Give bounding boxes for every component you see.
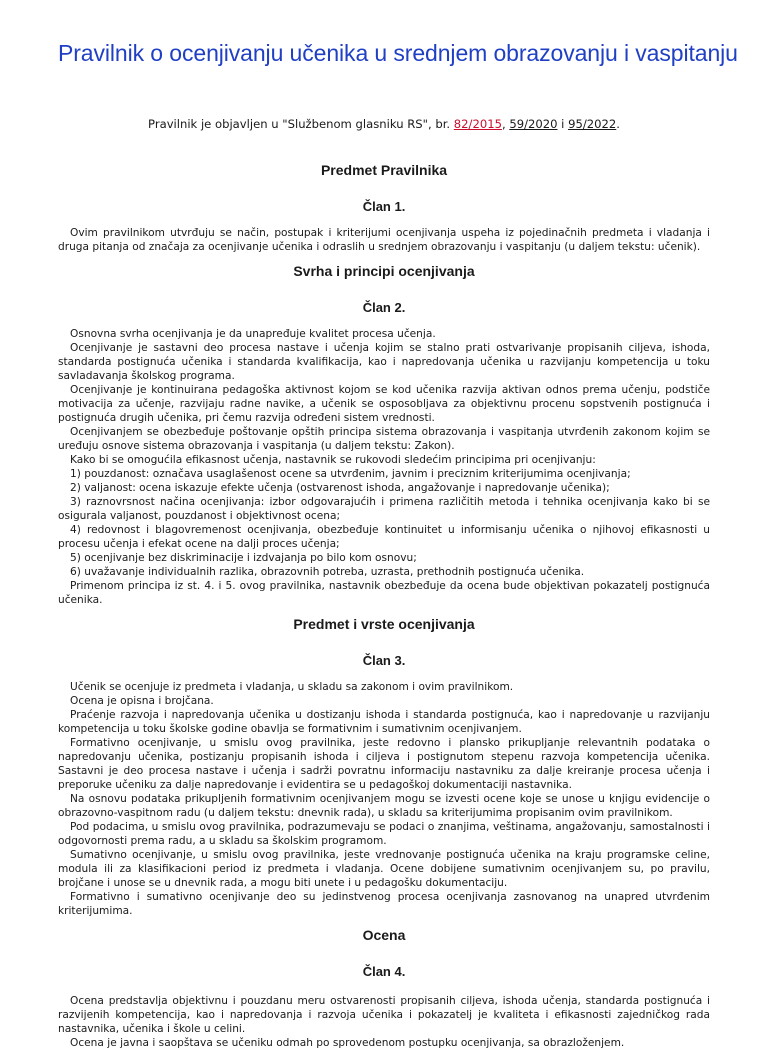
section-heading: Predmet i vrste ocenjivanja bbox=[293, 616, 475, 632]
document-page bbox=[58, 40, 738, 1050]
article-body bbox=[58, 327, 710, 607]
section-heading: Ocena bbox=[362, 927, 406, 943]
publication-note bbox=[58, 117, 710, 131]
paragraph: Ocenjivanje je kontinuirana pedagoška aktivnost kojom se kod učenika razvija aktivan odnos prema učenju, podstiče motivacija za učenje, razvijaju radne navike, a učenik se osposobljava za objektivnu procenu sopstvenih postignuća i postignuća drugih učenika, pri čemu razvija određeni sistem vrednosti. bbox=[58, 384, 710, 424]
paragraph: Učenik se ocenjuje iz predmeta i vladanja, u skladu sa zakonom i ovim pravilnikom. bbox=[70, 681, 514, 693]
article-number: Član 4. bbox=[362, 964, 406, 979]
paragraph: Ocena predstavlja objektivnu i pouzdanu meru ostvarenosti propisanih ciljeva, ishoda učenja, standarda postignuća i razvijenih kompetencija, kao i napredovanja i razvoja učenika i pokazatelj je kvaliteta i efikasnosti zajedničkog rada nastavnika, učenika i škole u celini. bbox=[58, 995, 710, 1035]
article-body bbox=[58, 680, 710, 918]
paragraph: Ocena je javna i saopštava se učeniku odmah po sprovedenom postupku ocenjivanja, sa obrazloženjem. bbox=[70, 1037, 625, 1049]
article-body bbox=[58, 994, 710, 1050]
paragraph: Ocenjivanjem se obezbeđuje poštovanje opštih principa sistema obrazovanja i vaspitanja utvrđenih zakonom kojim se uređuju osnove sistema obrazovanja i vaspitanja (u daljem tekstu: Zakon). bbox=[58, 426, 710, 452]
paragraph: Kako bi se omogućila efikasnost učenja, nastavnik se rukovodi sledećim principima pri ocenjivanju: bbox=[70, 454, 596, 466]
list-item: 4) redovnost i blagovremenost ocenjivanja, obezbeđuje kontinuitet u informisanju učenika o njihovoj efikasnosti u procesu učenja i efekat ocene na dalji proces učenja; bbox=[58, 524, 710, 550]
document-title: Pravilnik o ocenjivanju učenika u srednjem obrazovanju i vaspitanju bbox=[58, 40, 738, 66]
gazette-link-1[interactable]: 82/2015 bbox=[453, 117, 502, 131]
paragraph: Na osnovu podataka prikupljenih formativnim ocenjivanjem mogu se izvesti ocene koje se unose u knjigu evidencije o obrazovno-vaspitnom radu (u daljem tekstu: dnevnik rada), u skladu sa kriterijumima propisanim ovim pravilnikom. bbox=[58, 793, 710, 819]
paragraph: Formativno i sumativno ocenjivanje deo su jedinstvenog procesa ocenjivanja zasnovanog na unapred utvrđenim kriterijumima. bbox=[58, 891, 710, 917]
paragraph: Ovim pravilnikom utvrđuju se način, postupak i kriterijumi ocenjivanja uspeha iz pojedinačnih predmeta i vladanja i druga pitanja od značaja za ocenjivanje učenika i odraslih u srednjem obrazovanju i vaspitanju (u daljem tekstu: učenik). bbox=[58, 227, 710, 253]
list-item: 5) ocenjivanje bez diskriminacije i izdvajanja po bilo kom osnovu; bbox=[70, 552, 417, 564]
article-number: Član 2. bbox=[362, 300, 406, 315]
list-item: 3) raznovrsnost načina ocenjivanja: izbor odgovarajućih i primena različitih metoda i tehnika ocenjivanja kako bi se osigurala valjanost, pouzdanost i objektivnost ocena; bbox=[58, 496, 710, 522]
section-heading: Svrha i principi ocenjivanja bbox=[293, 263, 475, 279]
list-item: 2) valjanost: ocena iskazuje efekte učenja (ostvarenost ishoda, angažovanje i napredovanje učenika); bbox=[70, 482, 610, 494]
list-item: 1) pouzdanost: označava usaglašenost ocene sa utvrđenim, javnim i preciznim kriterijumima ocenjivanja; bbox=[70, 468, 631, 480]
paragraph: Primenom principa iz st. 4. i 5. ovog pravilnika, nastavnik obezbeđuje da ocena bude objektivan pokazatelj postignuća učenika. bbox=[58, 580, 710, 606]
publication-prefix: Pravilnik je objavljen u "Službenom glasniku RS", br. bbox=[148, 117, 454, 131]
paragraph: Osnovna svrha ocenjivanja je da unapređuje kvalitet procesa učenja. bbox=[70, 328, 436, 340]
paragraph: Ocena je opisna i brojčana. bbox=[70, 695, 214, 707]
list-item: 6) uvažavanje individualnih razlika, obrazovnih potreba, uzrasta, prethodnih postignuća učenika. bbox=[70, 566, 585, 578]
gazette-link-2[interactable]: 59/2020 bbox=[509, 117, 558, 131]
gazette-link-3[interactable]: 95/2022 bbox=[568, 117, 617, 131]
article-number: Član 3. bbox=[362, 653, 406, 668]
publication-separator: , bbox=[501, 117, 510, 131]
paragraph: Pod podacima, u smislu ovog pravilnika, podrazumevaju se podaci o znanjima, veštinama, angažovanju, samostalnosti i odgovornosti prema radu, a u skladu sa školskim programom. bbox=[58, 821, 710, 847]
publication-separator: i bbox=[557, 117, 569, 131]
paragraph: Praćenje razvoja i napredovanja učenika u dostizanju ishoda i standarda postignuća, kao i napredovanje u razvijanju kompetencija u toku školske godine obavlja se formativnim i sumativnim ocenjivanjem. bbox=[58, 709, 710, 735]
paragraph: Ocenjivanje je sastavni deo procesa nastave i učenja kojim se stalno prati ostvarivanje propisanih ciljeva, ishoda, standarda postignuća učenika i standarda kvalifikacija, kao i napredovanja učenika u razvijanju kompetencija u toku savladavanja školskog programa. bbox=[58, 342, 710, 382]
publication-suffix: . bbox=[616, 117, 620, 131]
article-number: Član 1. bbox=[362, 199, 406, 214]
article-body bbox=[58, 226, 710, 254]
paragraph: Sumativno ocenjivanje, u smislu ovog pravilnika, jeste vrednovanje postignuća učenika na kraju programske celine, modula ili za klasifikacioni period iz predmeta i vladanja. Ocene dobijene sumativnim ocenjivanjem su, po pravilu, brojčane i unose se u dnevnik rada, a mogu biti unete i u pedagošku dokumentaciju. bbox=[58, 849, 710, 889]
paragraph: Formativno ocenjivanje, u smislu ovog pravilnika, jeste redovno i plansko prikupljanje relevantnih podataka o napredovanju učenika, postizanju propisanih ishoda i ciljeva i postignutom stepenu razvoja kompetencija učenika. Sastavni je deo procesa nastave i učenja i sadrži povratnu informaciju nastavniku za dalje kreiranje procesa učenja i preporuke učeniku za dalje napredovanje i evidentira se u pedagoškoj dokumentaciji nastavnika. bbox=[58, 737, 710, 791]
section-heading: Predmet Pravilnika bbox=[320, 162, 448, 178]
